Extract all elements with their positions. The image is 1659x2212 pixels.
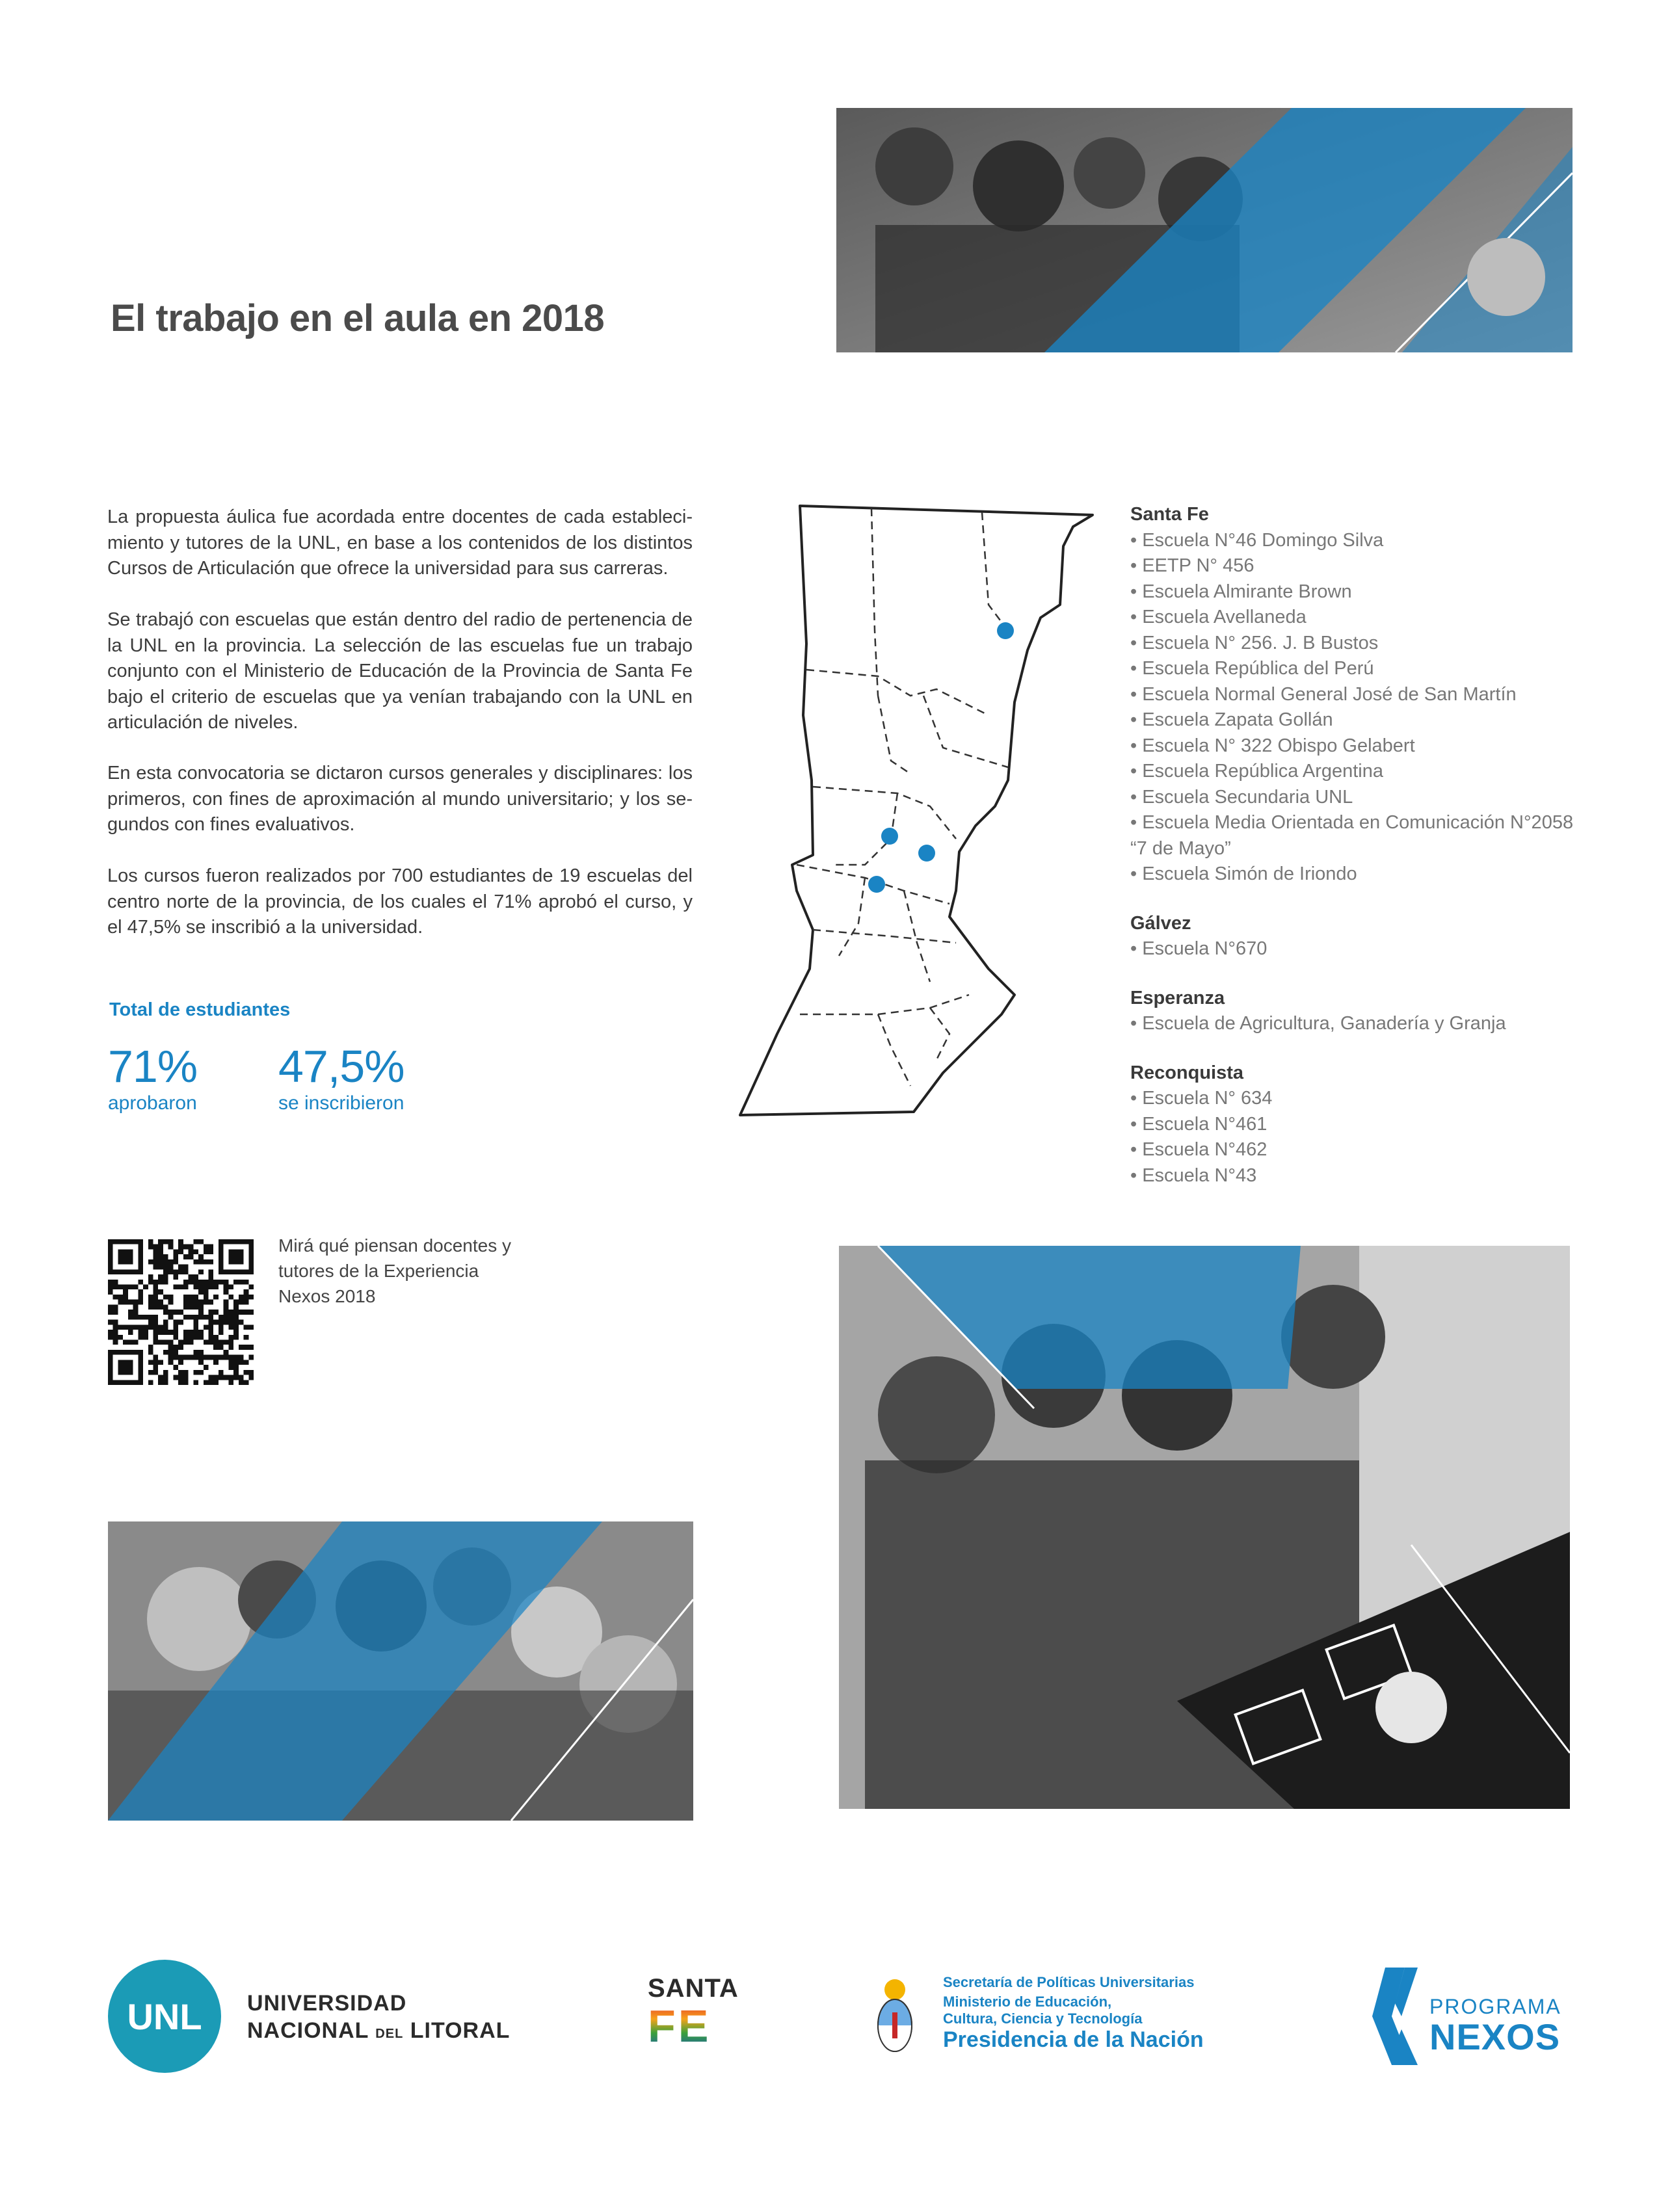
spu-line2: Ministerio de Educación, bbox=[943, 1994, 1112, 2010]
stat-enrolled-value: 47,5% bbox=[278, 1041, 405, 1092]
logo-santa-fe bbox=[648, 1974, 739, 2059]
school-item: • Escuela Avellaneda bbox=[1130, 607, 1307, 627]
school-item: • Escuela N° 256. J. B Bustos bbox=[1130, 632, 1379, 653]
stat-enrolled bbox=[278, 1040, 404, 1114]
schools-group-reconquista bbox=[1130, 1060, 1599, 1189]
paragraph-4: Los cursos fueron realizados por 700 estudiantes de 19 escuelas del centro norte de la provincia, de los cuales el 71% aprobó el curso, y el 47,5% se inscribió a la universidad. bbox=[107, 865, 693, 938]
stat-enrolled-caption: se inscribieron bbox=[278, 1092, 405, 1114]
school-item: • EETP N° 456 bbox=[1130, 555, 1254, 576]
unl-nacional: NACIONAL bbox=[247, 2018, 369, 2043]
school-item: • Escuela N°461 bbox=[1130, 1113, 1267, 1135]
photo-students-lab-graphic bbox=[839, 1246, 1570, 1809]
photo-students-group bbox=[108, 1521, 693, 1821]
logo-spu bbox=[875, 1970, 1240, 2068]
photo-students-lab bbox=[839, 1246, 1570, 1809]
santa-fe-map bbox=[735, 501, 1099, 1125]
nexos-x-icon bbox=[1366, 1968, 1424, 2065]
schools-group-esperanza bbox=[1130, 986, 1599, 1037]
school-item: • Escuela Secundaria UNL bbox=[1130, 786, 1353, 808]
schools-list bbox=[1130, 502, 1599, 1212]
school-item: • Escuela Almirante Brown bbox=[1130, 581, 1352, 602]
school-item: • Escuela N° 634 bbox=[1130, 1088, 1273, 1109]
school-item: • Escuela República Argentina bbox=[1130, 761, 1384, 782]
photo-students-top-graphic bbox=[836, 108, 1573, 352]
school-item: • Escuela Simón de Iriondo bbox=[1130, 863, 1357, 884]
school-item: • Escuela Normal General José de San Martín bbox=[1130, 683, 1517, 705]
city-name: Reconquista bbox=[1130, 1062, 1244, 1083]
school-item: • Escuela República del Perú bbox=[1130, 658, 1374, 679]
stat-approved-caption: aprobaron bbox=[108, 1092, 197, 1114]
unl-litoral: LITORAL bbox=[410, 2018, 511, 2043]
stats-label: Total de estudiantes bbox=[109, 999, 291, 1020]
paragraph-1: La propuesta áulica fue acordada entre docentes de cada estableci-miento y tutores de la UNL, en base a los contenidos de los distintos Cursos de Articulación que ofrece la universidad para sus carreras. bbox=[107, 507, 693, 579]
stat-approved-value: 71% bbox=[108, 1041, 198, 1092]
nexos-word: NEXOS bbox=[1429, 2016, 1561, 2057]
spu-line4: Presidencia de la Nación bbox=[943, 2027, 1204, 2052]
page-title: El trabajo en el aula en 2018 bbox=[111, 297, 605, 339]
school-item: • Escuela N°462 bbox=[1130, 1139, 1267, 1160]
schools-group-santa-fe bbox=[1130, 502, 1599, 888]
spu-line3: Cultura, Ciencia y Tecnología bbox=[943, 2010, 1143, 2027]
city-name: Gálvez bbox=[1130, 912, 1191, 934]
unl-badge: UNL bbox=[108, 1960, 221, 2073]
qr-caption: Mirá qué piensan docentes y tutores de la Experiencia Nexos 2018 bbox=[278, 1235, 511, 1306]
logo-unl bbox=[108, 1960, 511, 2074]
school-item: • Escuela N°670 bbox=[1130, 938, 1267, 959]
logo-programa-nexos bbox=[1366, 1964, 1580, 2074]
school-item: • Escuela N° 322 Obispo Gelabert bbox=[1130, 735, 1415, 756]
stat-approved bbox=[108, 1040, 197, 1114]
photo-students-top bbox=[836, 108, 1573, 352]
schools-group-galvez bbox=[1130, 911, 1599, 962]
paragraph-3: En esta convocatoria se dictaron cursos generales y disciplinares: los primeros, con fines de aproximación al mundo universitario; y los se-gundos con fines evaluativos. bbox=[107, 763, 693, 835]
spu-line1: Secretaría de Políticas Universitarias bbox=[943, 1974, 1195, 1990]
photo-students-group-graphic bbox=[108, 1521, 693, 1821]
unl-name-line2 bbox=[247, 2018, 510, 2044]
paragraph-2: Se trabajó con escuelas que están dentro del radio de pertenencia de la UNL en la provincia. La selección de las escuelas fue un trabajo conjunto con el Ministerio de Educación de la Provincia de Santa Fe bajo el criterio de escuelas que ya venían trabajando con la UNL en articulación de niveles. bbox=[107, 609, 693, 733]
school-item: • Escuela Media Orientada en Comunicación N°2058 bbox=[1130, 812, 1574, 833]
city-name: Santa Fe bbox=[1130, 504, 1209, 525]
national-shield-icon bbox=[875, 1977, 914, 2061]
santa-fe-word: SANTA bbox=[648, 1974, 739, 2003]
school-item: • Escuela N°46 Domingo Silva bbox=[1130, 529, 1384, 551]
qr-code[interactable] bbox=[108, 1239, 254, 1385]
santa-fe-map-graphic bbox=[735, 501, 1099, 1125]
city-name: Esperanza bbox=[1130, 987, 1225, 1008]
school-item: • Escuela Zapata Gollán bbox=[1130, 709, 1333, 730]
school-item: “7 de Mayo” bbox=[1130, 837, 1231, 859]
santa-fe-fe: FE bbox=[648, 2003, 739, 2049]
unl-del: DEL bbox=[375, 2027, 404, 2041]
school-item: • Escuela de Agricultura, Ganadería y Granja bbox=[1130, 1013, 1506, 1034]
nexos-programa: PROGRAMA bbox=[1429, 1995, 1561, 2018]
unl-name-line1: UNIVERSIDAD bbox=[247, 1991, 407, 2016]
qr-code-graphic bbox=[108, 1239, 254, 1385]
school-item: • Escuela N°43 bbox=[1130, 1165, 1257, 1186]
